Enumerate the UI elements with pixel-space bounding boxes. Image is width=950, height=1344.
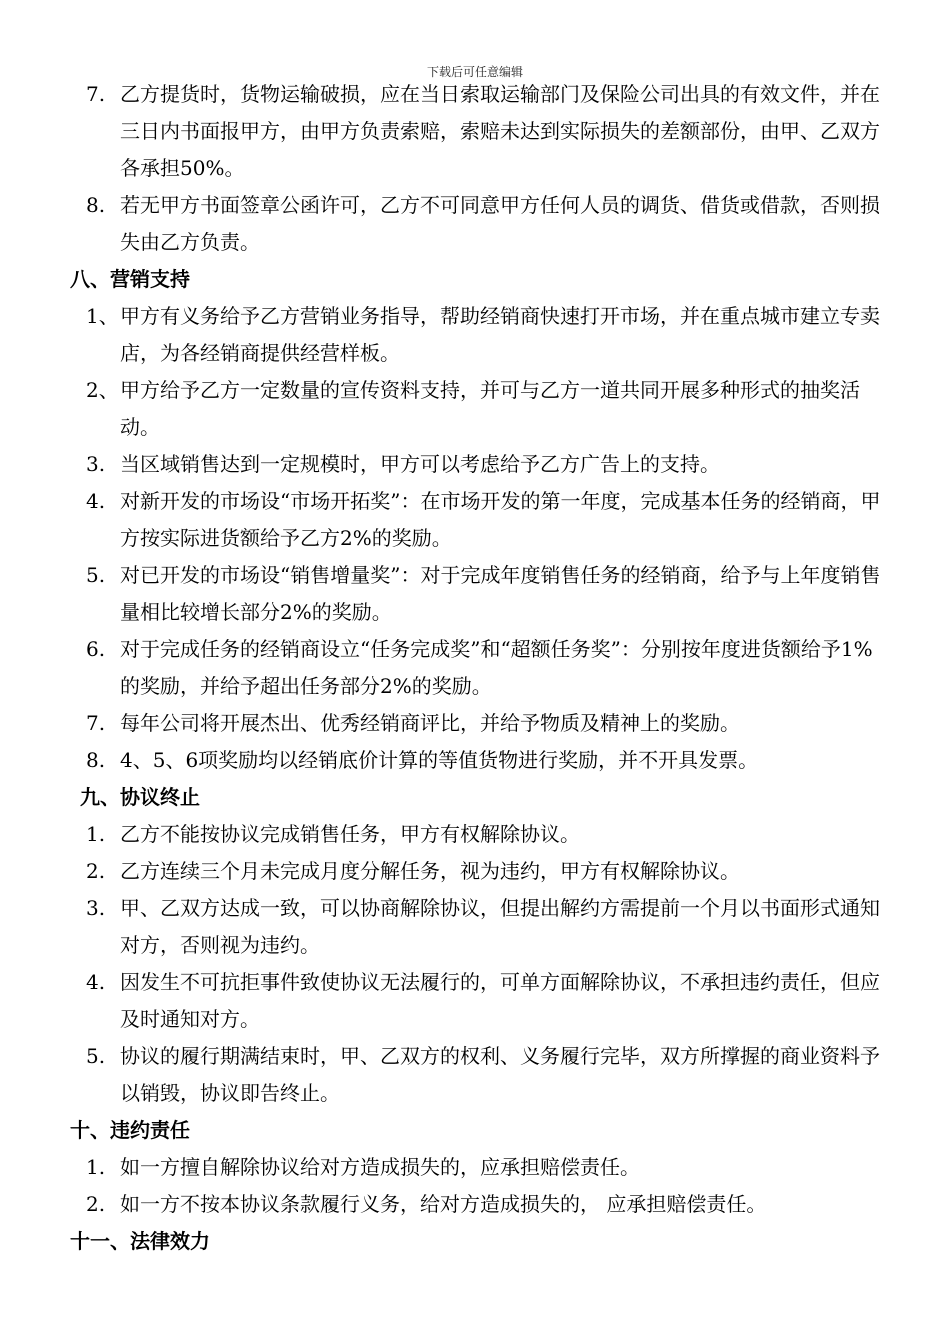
item-text: 对新开发的市场设“市场开拓奖”：在市场开发的第一年度，完成基本任务的经销商，甲方按实际进货额给予乙方2%的奖励。 (120, 489, 881, 550)
list-item (0, 631, 950, 705)
item-number: 5. (86, 563, 106, 587)
item-number: 5. (86, 1044, 106, 1068)
item-number: 3. (86, 896, 106, 920)
item-text: 甲方给予乙方一定数量的宣传资料支持，并可与乙方一道共同开展多种形式的抽奖活动。 (120, 378, 860, 439)
item-text: 每年公司将开展杰出、优秀经销商评比，并给予物质及精神上的奖励。 (120, 711, 740, 735)
item-text: 如一方不按本协议条款履行义务，给对方造成损失的， 应承担赔偿责任。 (120, 1192, 767, 1216)
item-number: 6. (86, 637, 106, 661)
list-item (0, 890, 950, 964)
list-item (0, 483, 950, 557)
item-number: 3. (86, 452, 106, 476)
item-text: 对已开发的市场设“销售增量奖”：对于完成年度销售任务的经销商，给予与上年度销售量相比较增长部分2%的奖励。 (120, 563, 881, 624)
list-item (0, 187, 950, 261)
item-number: 4. (86, 489, 106, 513)
list-item (0, 816, 950, 853)
item-number: 2. (86, 859, 106, 883)
list-item (0, 76, 950, 187)
list-item (0, 372, 950, 446)
item-number: 1. (86, 822, 106, 846)
item-number: 8. (86, 193, 106, 217)
item-number: 7. (86, 711, 106, 735)
item-text: 当区域销售达到一定规模时，甲方可以考虑给予乙方广告上的支持。 (120, 452, 720, 476)
section-heading: 九、协议终止 (80, 785, 200, 809)
list-item (0, 1038, 950, 1112)
item-number: 8. (86, 748, 106, 772)
item-text: 若无甲方书面签章公函许可，乙方不可同意甲方任何人员的调货、借货或借款，否则损失由乙方负责。 (120, 193, 880, 254)
section-heading: 八、营销支持 (70, 267, 190, 291)
item-number: 2. (86, 1192, 106, 1216)
item-text: 如一方擅自解除协议给对方造成损失的，应承担赔偿责任。 (120, 1155, 640, 1179)
list-item (0, 446, 950, 483)
list-item (0, 1186, 950, 1223)
header-note: 下载后可任意编辑 (426, 65, 523, 79)
item-text: 4、5、6项奖励均以经销底价计算的等值货物进行奖励，并不开具发票。 (120, 748, 759, 772)
document-body (0, 76, 950, 1260)
item-number: 1、 (86, 304, 119, 328)
list-item (0, 1149, 950, 1186)
item-text: 乙方连续三个月未完成月度分解任务，视为违约，甲方有权解除协议。 (120, 859, 740, 883)
item-text: 因发生不可抗拒事件致使协议无法履行的，可单方面解除协议，不承担违约责任，但应及时通知对方。 (120, 970, 880, 1031)
item-text: 对于完成任务的经销商设立“任务完成奖”和“超额任务奖”：分别按年度进货额给予1%的奖励，并给予超出任务部分2%的奖励。 (120, 637, 873, 698)
item-text: 协议的履行期满结束时，甲、乙双方的权利、义务履行完毕，双方所撑握的商业资料予以销毁，协议即告终止。 (120, 1044, 880, 1105)
item-text: 甲方有义务给予乙方营销业务指导，帮助经销商快速打开市场，并在重点城市建立专卖店，为各经销商提供经营样板。 (120, 304, 880, 365)
section-heading: 十、违约责任 (70, 1118, 190, 1142)
item-text: 甲、乙双方达成一致，可以协商解除协议，但提出解约方需提前一个月以书面形式通知对方，否则视为违约。 (120, 896, 880, 957)
list-item (0, 705, 950, 742)
item-number: 4. (86, 970, 106, 994)
item-text: 乙方提货时，货物运输破损，应在当日索取运输部门及保险公司出具的有效文件，并在三日内书面报甲方，由甲方负责索赔，索赔未达到实际损失的差额部份，由甲、乙双方各承担50%。 (120, 82, 880, 180)
item-number: 2、 (86, 378, 119, 402)
list-item (0, 298, 950, 372)
list-item (0, 853, 950, 890)
item-number: 7. (86, 82, 106, 106)
item-text: 乙方不能按协议完成销售任务，甲方有权解除协议。 (120, 822, 580, 846)
section-heading: 十一、法律效力 (70, 1229, 210, 1253)
list-item (0, 557, 950, 631)
list-item (0, 964, 950, 1038)
list-item (0, 742, 950, 779)
item-number: 1. (86, 1155, 106, 1179)
